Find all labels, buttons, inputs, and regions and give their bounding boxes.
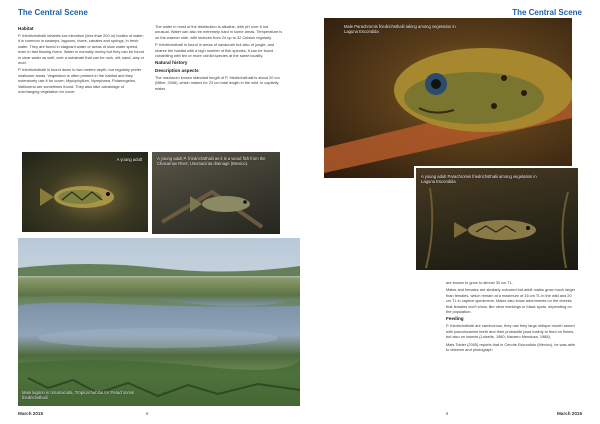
young-adult-vegetation-caption: A young adult Parachromis friedrichsthalii among vegetation in Laguna Escondida <box>421 174 537 185</box>
right-text-column <box>446 280 576 354</box>
habitat-paragraph-1: P. friedrichsthalii inhabits low elevation (less than 200 m) bodies of water; it is common in swamps, lagoons, rivers, canales and springs, in fresh water. They are found in stagnant water or areas of slow water speed, even in fast flowing rivers. Water is normally murky but they can be found in clear water as well, over a substrate that can be rock, silt, sand, clay or mud. <box>18 32 145 65</box>
young-adult-photo <box>22 152 148 232</box>
savannah-paragraph: P. friedrichsthalii is found in areas of savannah but also of jungle, and shares the habitat with a high number of fish species, it can be found cohabiting with ten or more cichlid species at the same locality. <box>155 42 275 59</box>
young-adult-vegetation-photo <box>414 166 580 272</box>
left-header-title: The Central Scene <box>18 8 88 17</box>
natural-history-heading: Natural history <box>155 60 188 66</box>
right-page-number: 6 <box>446 411 449 416</box>
water-paragraph: The water in most of the distribution is alkaline, with pH over 8 not unusual. Water can also be extremely hard in some areas. Temperature is on the warmer side, with lectures from 24 up to 32 Celsius regularly. <box>155 24 283 40</box>
wood-fish-photo <box>152 152 280 234</box>
right-header-title: The Central Scene <box>512 8 582 17</box>
lagoon-landscape-icon <box>18 238 300 406</box>
left-page-number: 6 <box>146 411 149 416</box>
habitat-heading: Habitat <box>18 26 34 31</box>
habitat-paragraph-2: P. friedrichsthalii is found down to two meters depth, but regularly prefer shallower areas. Vegetation is often present in the habitat and they extensively use it for cover; Myriophyllum, Nymphaea, Potamogeton, Vallisneria are sometimes found. They also take advantage of overhanging vegetation for cover. <box>18 67 142 94</box>
male-fish-photo <box>324 18 572 178</box>
lagoon-caption: Main lagoon in Usumacinta, Tropical habitat for Parachromis friedrichsthalii <box>22 389 134 400</box>
lagoon-photo <box>18 238 300 406</box>
male-fish-closeup-icon <box>324 18 572 178</box>
right-page <box>300 0 600 424</box>
male-fish-caption: Male Parachromis friedrichsthalii taking among vegetation in Laguna Escondida <box>344 24 456 35</box>
feeding-heading: Feeding <box>446 316 464 322</box>
left-text-column-1 <box>18 24 146 96</box>
fish-illustration-icon <box>22 152 148 232</box>
left-footer-date: March 2015 <box>18 411 44 416</box>
left-text-column-2 <box>155 24 283 93</box>
feeding-paragraph-1: P. friedrichsthalii are carnivorous, they use they large oblique mouth armed with pseudocanine teeth and their protractile jaws mainly to feed on fishes, but also on insects (Loiselle, 1980; Navarro Mendoza, 1988). <box>446 323 575 340</box>
growth-paragraph: are known to grow to almost 30 cm TL. <box>446 280 513 285</box>
feeding-paragraph-2: Mats Tobler (2005) reports that in Cenote Escondido (Mexico), he was able to observe and photograph <box>446 341 576 352</box>
description-paragraph: The maximum known standard length of P. friedrichsthalii is about 20 cm (Miller, 2006), which makes for 23 cm total length in the wild. In captivity males <box>155 74 280 91</box>
dimorphism-paragraph: Males and females are similarly coloured but adult males grow much larger than females, which remain at a maximum of 15 cm TL in the wild and 20 cm TL in captive specimens. Males also show adornments on the cheeks that females don't show, like clear markings or black spots, depending on the population. <box>446 287 576 315</box>
young-adult-caption: A young adult <box>116 157 142 162</box>
right-footer-date: March 2015 <box>556 411 582 416</box>
description-heading: Description aspects <box>155 67 199 73</box>
wood-fish-caption: A young adult P. friedrichsthalii as it is a wood fish from the Chacamax River, Usumacinta drainage (Mexico). <box>157 156 266 167</box>
